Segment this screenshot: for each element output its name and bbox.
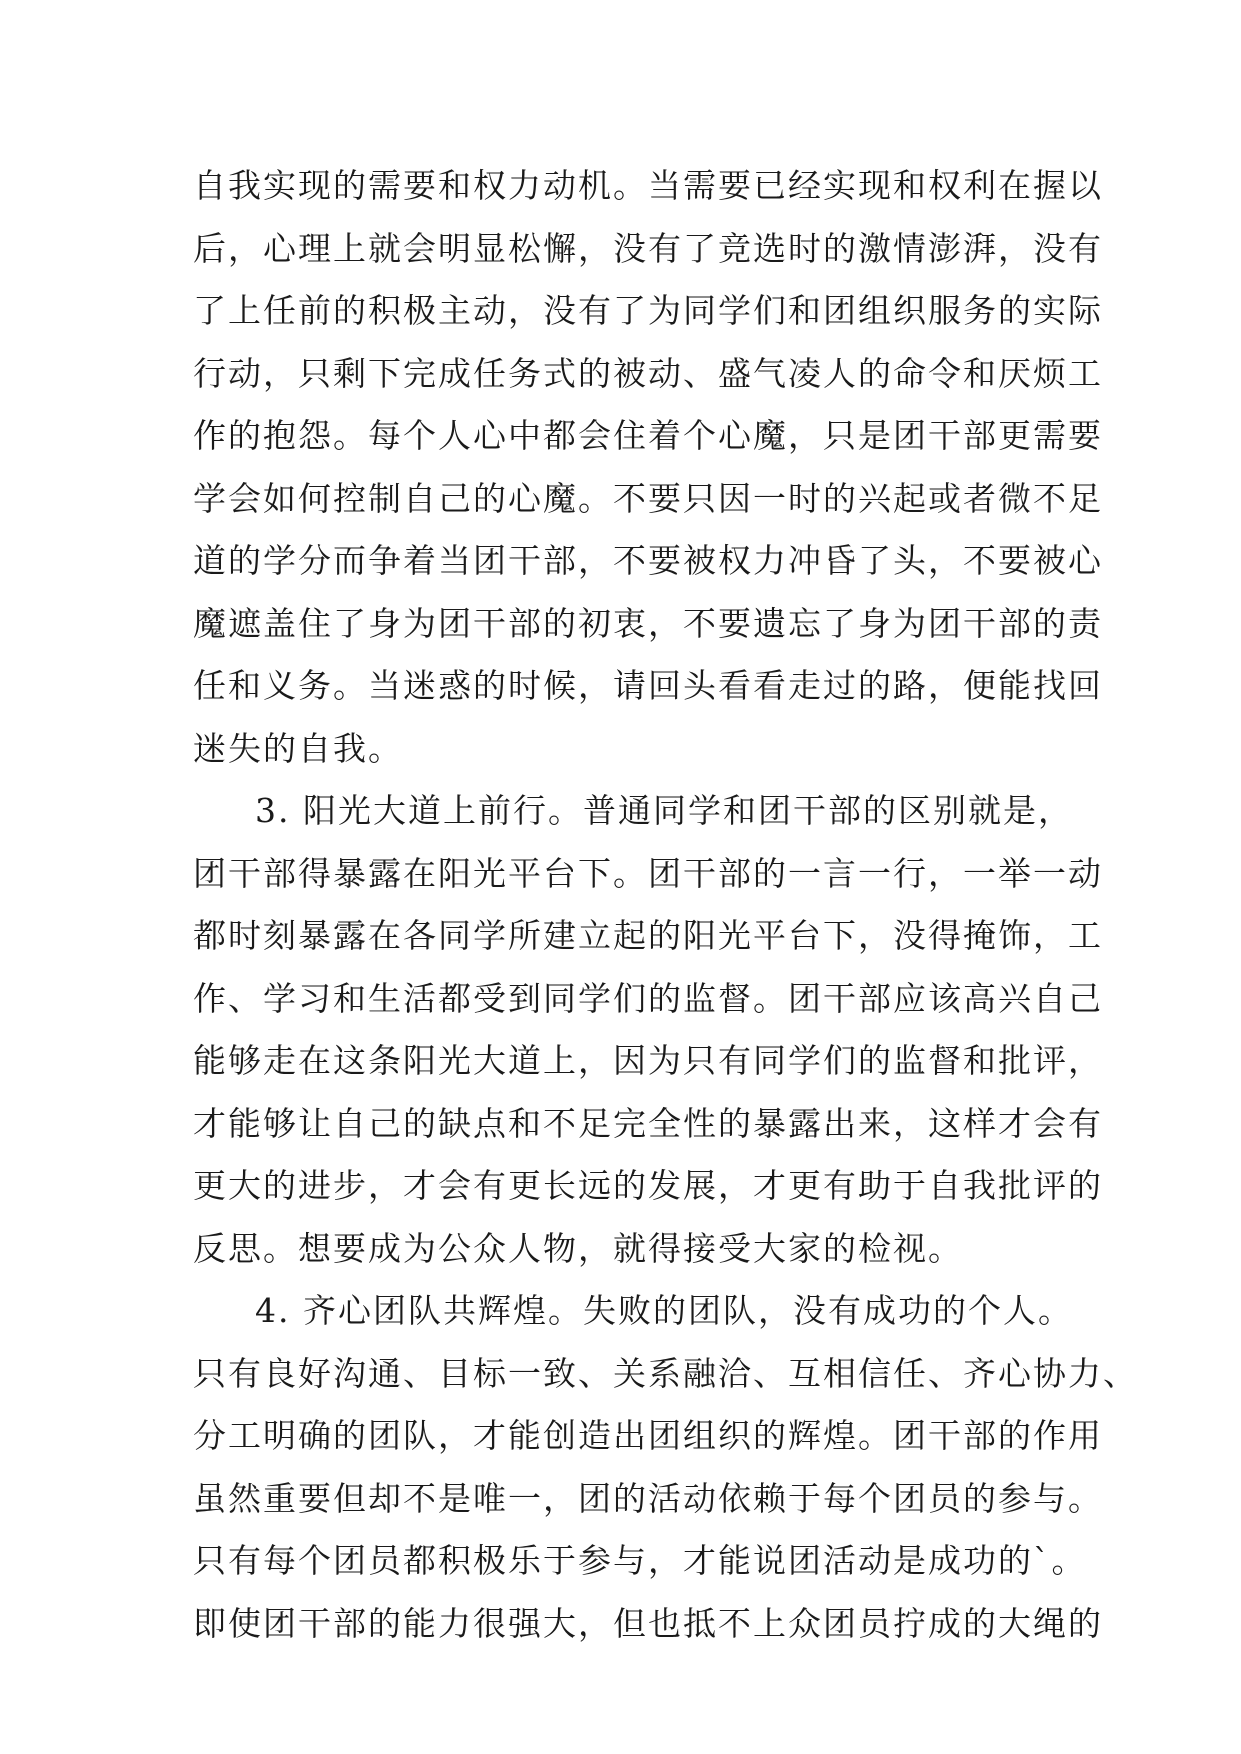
paragraph-3-first-line: 3. 阳光大道上前行。普通同学和团干部的区别就是， — [255, 791, 1073, 830]
text-line: 团干部得暴露在阳光平台下。团干部的一言一行，一举一动 — [193, 853, 1103, 893]
text-line: 魔遮盖住了身为团干部的初衷，不要遗忘了身为团干部的责 — [193, 603, 1103, 643]
paragraph-4-first-line: 4. 齐心团队共辉煌。失败的团队，没有成功的个人。 — [255, 1291, 1073, 1330]
text-line: 后，心理上就会明显松懈，没有了竞选时的激情澎湃，没有 — [193, 228, 1103, 268]
text-line: 自我实现的需要和权力动机。当需要已经实现和权利在握以 — [193, 166, 1103, 205]
text-line: 即使团干部的能力很强大，但也抵不上众团员拧成的大绳的 — [193, 1603, 1103, 1643]
text-line: 学会如何控制自己的心魔。不要只因一时的兴起或者微不足 — [193, 478, 1103, 518]
document-body — [193, 155, 1138, 1655]
text-line: 作、学习和生活都受到同学们的监督。团干部应该高兴自己 — [193, 978, 1103, 1018]
text-line: 都时刻暴露在各同学所建立起的阳光平台下，没得掩饰，工 — [193, 916, 1103, 955]
text-line: 虽然重要但却不是唯一，团的活动依赖于每个团员的参与。 — [193, 1478, 1103, 1518]
text-line: 反思。想要成为公众人物，就得接受大家的检视。 — [193, 1228, 963, 1268]
text-line: 任和义务。当迷惑的时候，请回头看看走过的路，便能找回 — [193, 666, 1103, 705]
text-line: 分工明确的团队，才能创造出团组织的辉煌。团干部的作用 — [193, 1416, 1103, 1455]
text-line: 只有每个团员都积极乐于参与，才能说团活动是成功的`。 — [193, 1541, 1087, 1580]
text-line: 了上任前的积极主动，没有了为同学们和团组织服务的实际 — [193, 291, 1103, 330]
text-line: 才能够让自己的缺点和不足完全性的暴露出来，这样才会有 — [193, 1103, 1103, 1143]
text-line: 行动，只剩下完成任务式的被动、盛气凌人的命令和厌烦工 — [193, 353, 1103, 393]
text-line: 道的学分而争着当团干部，不要被权力冲昏了头，不要被心 — [193, 541, 1103, 580]
text-line: 更大的进步，才会有更长远的发展，才更有助于自我批评的 — [193, 1166, 1103, 1205]
text-line: 迷失的自我。 — [193, 728, 403, 768]
text-line: 只有良好沟通、目标一致、关系融洽、互相信任、齐心协力、 — [193, 1353, 1138, 1393]
text-line: 能够走在这条阳光大道上，因为只有同学们的监督和批评， — [193, 1041, 1103, 1080]
text-line: 作的抱怨。每个人心中都会住着个心魔，只是团干部更需要 — [193, 416, 1103, 455]
